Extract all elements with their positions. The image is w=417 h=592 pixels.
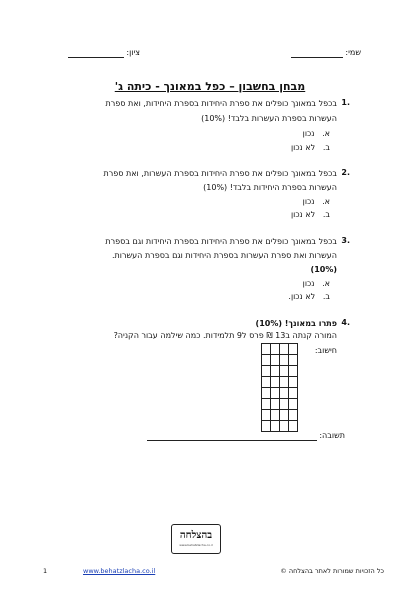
grid-cell[interactable]: [289, 344, 298, 355]
option-text: לא נכון: [290, 210, 316, 219]
option-b[interactable]: [291, 210, 330, 219]
option-letter: ב.: [322, 292, 330, 301]
logo-badge: [171, 524, 221, 554]
option-text: נכון: [302, 129, 315, 138]
grid-row: [262, 377, 298, 388]
grid-cell[interactable]: [289, 388, 298, 399]
option-text: לא נכון: [290, 143, 316, 152]
grid-cell[interactable]: [280, 355, 289, 366]
option-letter: א.: [322, 197, 330, 206]
question-text-line: בכפל במאונך כופלים את ספרת היחידות בספרת העשרות, ואת ספרת: [103, 169, 337, 178]
grid-cell[interactable]: [262, 344, 271, 355]
calculation-grid[interactable]: [261, 343, 298, 432]
footer-copyright: כל הזכויות שמורות לאתר בהצלחה ©: [280, 567, 384, 575]
grid-cell[interactable]: [280, 344, 289, 355]
grid-cell[interactable]: [271, 388, 280, 399]
grid-cell[interactable]: [262, 366, 271, 377]
option-letter: א.: [322, 129, 330, 138]
option-a[interactable]: [303, 129, 330, 138]
grid-cell[interactable]: [271, 410, 280, 421]
question-text-line: העשרות ואת ספרת העשרות בספרת היחידות וגם בספרת העשרות.: [112, 251, 337, 260]
grade-blank[interactable]: [68, 48, 124, 58]
name-field[interactable]: [285, 47, 361, 58]
question-number: 4.: [341, 318, 350, 327]
question-text-line: המורה קנתה ב13 ₪ פרס ל9 תלמידות. כמה שילמה עבור הקניה?: [113, 331, 337, 340]
grid-cell[interactable]: [280, 399, 289, 410]
option-b[interactable]: [291, 143, 330, 152]
grid-row: [262, 355, 298, 366]
grid-cell[interactable]: [262, 377, 271, 388]
question-text-line: העשרות בספרת העשרות בלבד! (10%): [201, 114, 337, 123]
option-letter: ב.: [322, 210, 330, 219]
answer-blank[interactable]: [147, 431, 317, 441]
grid-row: [262, 399, 298, 410]
footer-link[interactable]: www.behatzlacha.co.il: [83, 567, 156, 575]
grid-cell[interactable]: [262, 355, 271, 366]
grid-cell[interactable]: [271, 344, 280, 355]
question-number: 2.: [341, 168, 350, 177]
question-text-line: פתרו במאונך! (10%): [255, 319, 337, 328]
option-a[interactable]: [303, 197, 330, 206]
logo-text: בהצלחה: [179, 530, 213, 541]
question-number: 1.: [341, 98, 350, 107]
grid-cell[interactable]: [289, 355, 298, 366]
grid-cell[interactable]: [262, 399, 271, 410]
grid-row: [262, 388, 298, 399]
option-letter: א.: [322, 279, 330, 288]
question-text-line: (10%): [310, 265, 337, 274]
page-title: מבחן בחשבון – כפל במאונך - כיתה ג': [114, 80, 306, 93]
grade-label: ציון:: [126, 48, 140, 57]
option-text: נכון: [302, 197, 315, 206]
grid-row: [262, 410, 298, 421]
grid-row: [262, 366, 298, 377]
grid-cell[interactable]: [280, 410, 289, 421]
grid-cell[interactable]: [289, 377, 298, 388]
grid-row: [262, 344, 298, 355]
grid-cell[interactable]: [280, 366, 289, 377]
grid-cell[interactable]: [271, 377, 280, 388]
logo: [171, 524, 221, 554]
grid-cell[interactable]: [289, 366, 298, 377]
grid-cell[interactable]: [289, 410, 298, 421]
grade-field[interactable]: [64, 47, 140, 58]
grid-cell[interactable]: [289, 399, 298, 410]
calc-label: חישוב:: [314, 346, 337, 355]
name-blank[interactable]: [291, 48, 343, 58]
logo-subtext: www.behatzlacha.co.il: [179, 543, 213, 547]
grid-cell[interactable]: [271, 355, 280, 366]
option-letter: ב.: [322, 143, 330, 152]
grid-cell[interactable]: [262, 388, 271, 399]
grid-cell[interactable]: [262, 410, 271, 421]
option-b[interactable]: [288, 292, 330, 301]
option-text: נכון: [302, 279, 315, 288]
grid-cell[interactable]: [280, 377, 289, 388]
question-text-line: העשרות בספרת היחידות בלבד! (10%): [203, 183, 337, 192]
grid-cell[interactable]: [280, 388, 289, 399]
grid-cell[interactable]: [271, 366, 280, 377]
option-a[interactable]: [303, 279, 330, 288]
answer-field[interactable]: [155, 430, 345, 441]
question-number: 3.: [341, 236, 350, 245]
grid-cell[interactable]: [271, 399, 280, 410]
answer-label: תשובה:: [319, 431, 345, 440]
page-number: 1: [43, 567, 48, 575]
question-text-line: בכפל במאונך כופלים את ספרת היחידות בספרת היחידות, ואת ספרת: [105, 99, 337, 108]
question-text-line: בכפל במאונך כופלים את ספרת היחידות בספרת היחידות וגם בספרת: [105, 237, 337, 246]
name-label: שמי:: [345, 48, 361, 57]
option-text: לא נכון.: [288, 292, 316, 301]
